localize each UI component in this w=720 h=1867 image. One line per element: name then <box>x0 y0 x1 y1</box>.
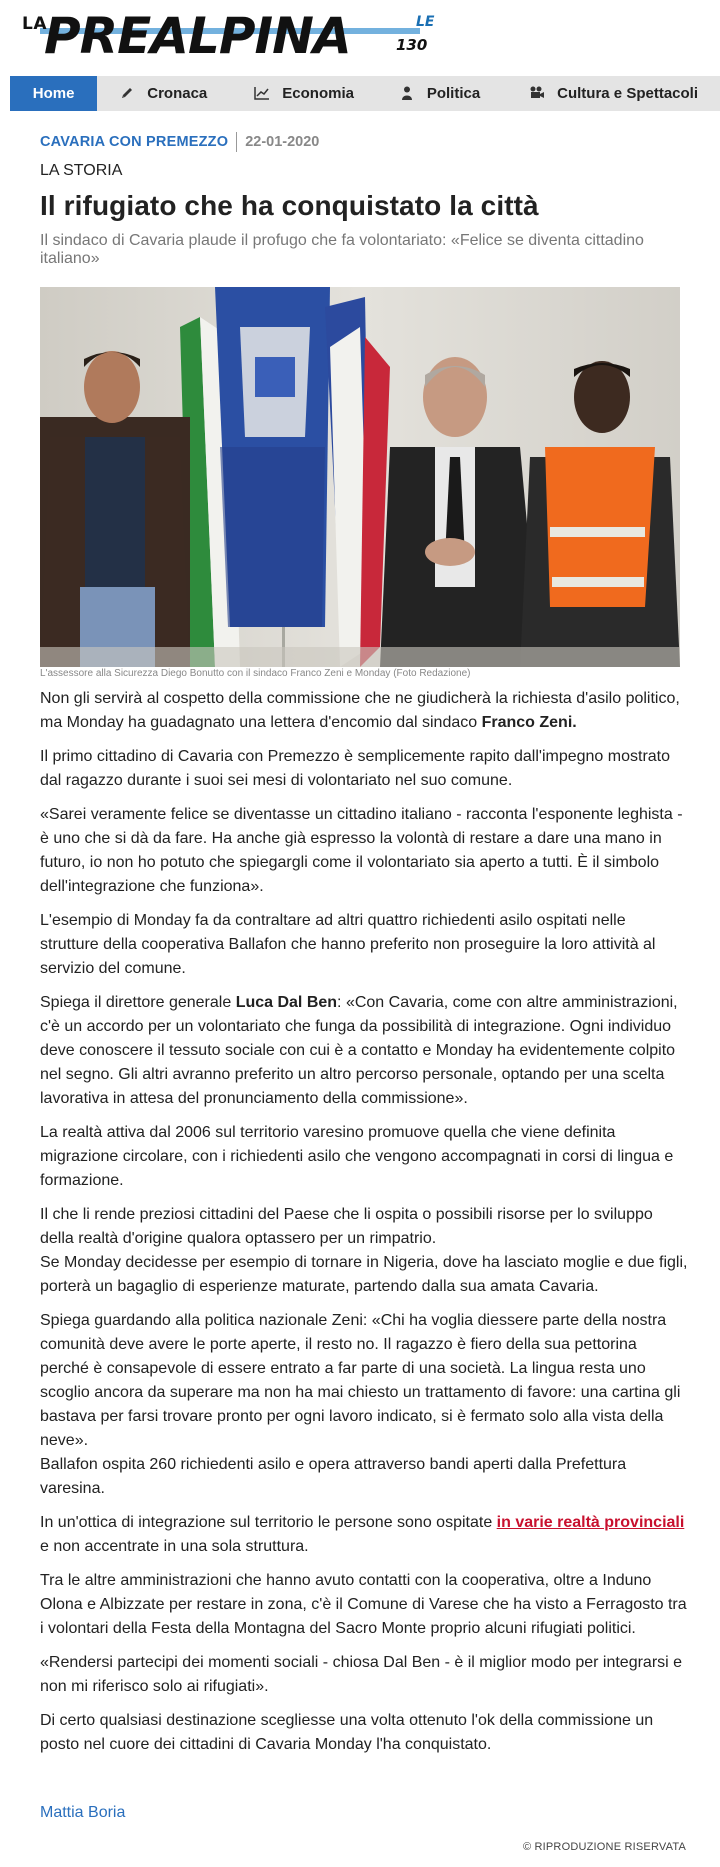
photo-illustration <box>40 287 680 667</box>
nav-item-label: Home <box>32 85 75 102</box>
paragraph: Il che li rende preziosi cittadini del Paese che li ospita o possibili risorse per lo sviluppo della realtà d'origine qualora optassero per un rimpatrio. <box>40 1206 653 1247</box>
nav-item-label: Cultura e Spettacoli <box>557 85 698 102</box>
paragraph: La realtà attiva dal 2006 sul territorio varesino promuove quella che viene definita migrazione circolare, con i richiedenti asilo che vengono accompagnati in corsi di lingua e formazione. <box>40 1124 674 1189</box>
article-date: 22-01-2020 <box>245 134 320 150</box>
article-subtitle: Il sindaco di Cavaria plaude il profugo che fa volontariato: «Felice se diventa cittadino italiano» <box>40 232 644 267</box>
category-link[interactable]: CAVARIA CON PREMEZZO <box>40 134 229 150</box>
director-name: Luca Dal Ben <box>235 994 338 1011</box>
site-logo[interactable] <box>18 6 438 68</box>
article-meta <box>40 132 319 152</box>
person-icon <box>399 86 415 102</box>
paragraph: Se Monday decidesse per esempio di tornare in Nigeria, dove ha lasciato moglie e due figli, porterà un bagaglio di esperienze maturate, partendo dalla sua amata Cavaria. <box>40 1254 688 1295</box>
paragraph: «Rendersi partecipi dei momenti sociali - chiosa Dal Ben - è il miglior modo per integrarsi e non mi riferisco solo ai rifugiati». <box>40 1654 683 1695</box>
logo-anniversary: 130 <box>396 36 428 54</box>
logo-prefix: LA <box>22 14 47 34</box>
nav-item-label: Politica <box>426 85 481 102</box>
paragraph: Spiega guardando alla politica nazionale Zeni: «Chi ha voglia diessere parte della nostra comunità deve avere le porte aperte, il resto no. Il ragazzo è fiero della sua pettorina perché è consapevole di essere entrato a far parte di una società. La lingua resta uno scoglio ancora da superare ma non ha mai chiesto un trattamento di favore: una cartina gli bastava per farsi trovare pronto per ogni lavoro indicato, si è fermato solo alla vista della neve». <box>40 1312 681 1449</box>
nav-item-politica[interactable] <box>377 76 507 111</box>
paragraph: L'esempio di Monday fa da contraltare ad altri quattro richiedenti asilo ospitati nelle strutture della cooperativa Ballafon che hanno preferito non proseguire la loro attività al servizio del comune. <box>40 912 656 977</box>
nav-item-cultura[interactable] <box>507 76 720 111</box>
paragraph: Spiega il direttore generale Luca Dal Ben: «Con Cavaria, come con altre amministrazioni, c'è un accordo per un volontariato che funga da possibilità di integrazione. Ogni individuo deve conoscere il tessuto sociale con cui è a contatto e Monday ha evidentemente colpito nel segno. Gli altri avranno preferito un altro percorso personale, optando per una scelta lavorativa in attesa del pronunciamento della commissione». <box>40 994 678 1107</box>
nav-item-cronaca[interactable] <box>97 76 232 111</box>
paragraph: «Sarei veramente felice se diventasse un cittadino italiano - racconta l'esponente leghista - è uno che si dà da fare. Ha anche già espresso la volontà di restare a dare una mano in futuro, io non ho potuto che spiegargli come il volontariato sia aperto a tutti. È il simbolo dell'integrazione che funziona». <box>40 806 683 895</box>
article-photo[interactable] <box>40 287 680 667</box>
paragraph: Tra le altre amministrazioni che hanno avuto contatti con la cooperativa, oltre a Induno Olona e Albizzate per restare in zona, c'è il Comune di Varese che ha visto a Ferragosto tra i volontari della Festa della Montagna del Sacro Monte proprio alcuni rifugiati politici. <box>40 1572 687 1637</box>
nav-item-label: Economia <box>282 85 354 102</box>
article-title: Il rifugiato che ha conquistato la città <box>40 190 539 221</box>
nav-item-home[interactable] <box>10 76 97 111</box>
author-link[interactable]: Mattia Boria <box>40 1804 126 1821</box>
meta-divider <box>236 132 237 152</box>
copyright-notice: © RIPRODUZIONE RISERVATA <box>522 1841 686 1853</box>
paragraph: In un'ottica di integrazione sul territorio le persone sono ospitate in varie realtà provinciali e non accentrate in una sola struttura. <box>40 1514 685 1555</box>
paragraph: Non gli servirà al cospetto della commissione che ne giudicherà la richiesta d'asilo politico, ma Monday ha guadagnato una lettera d'encomio dal sindaco Franco Zeni. <box>40 690 680 731</box>
chart-line-icon <box>254 86 270 102</box>
paragraph: Il primo cittadino di Cavaria con Premezzo è semplicemente rapito dall'impegno mostrato dal ragazzo durante i suoi sei mesi di volontariato nel suo comune. <box>40 748 671 789</box>
inline-link[interactable]: in varie realtà provinciali <box>496 1514 685 1531</box>
pen-icon <box>119 86 135 102</box>
article-body <box>40 687 688 1767</box>
logo-badge: LE <box>416 14 435 30</box>
nav-item-label: Cronaca <box>147 85 208 102</box>
logo-name: PREALPINA <box>44 7 351 65</box>
paragraph: Ballafon ospita 260 richiedenti asilo e opera attraverso bandi aperti dalla Prefettura varesina. <box>40 1456 627 1497</box>
photo-caption: L'assessore alla Sicurezza Diego Bonutto con il sindaco Franco Zeni e Monday (Foto Redazione) <box>40 668 471 679</box>
article-kicker: LA STORIA <box>40 162 123 179</box>
main-nav <box>10 76 720 111</box>
paragraph: Di certo qualsiasi destinazione scegliesse una volta ottenuto l'ok della commissione un posto nel cuore dei cittadini di Cavaria Monday l'ha conquistato. <box>40 1712 654 1753</box>
nav-item-economia[interactable] <box>232 76 377 111</box>
mayor-name: Franco Zeni. <box>481 714 577 731</box>
film-camera-icon <box>529 86 545 102</box>
